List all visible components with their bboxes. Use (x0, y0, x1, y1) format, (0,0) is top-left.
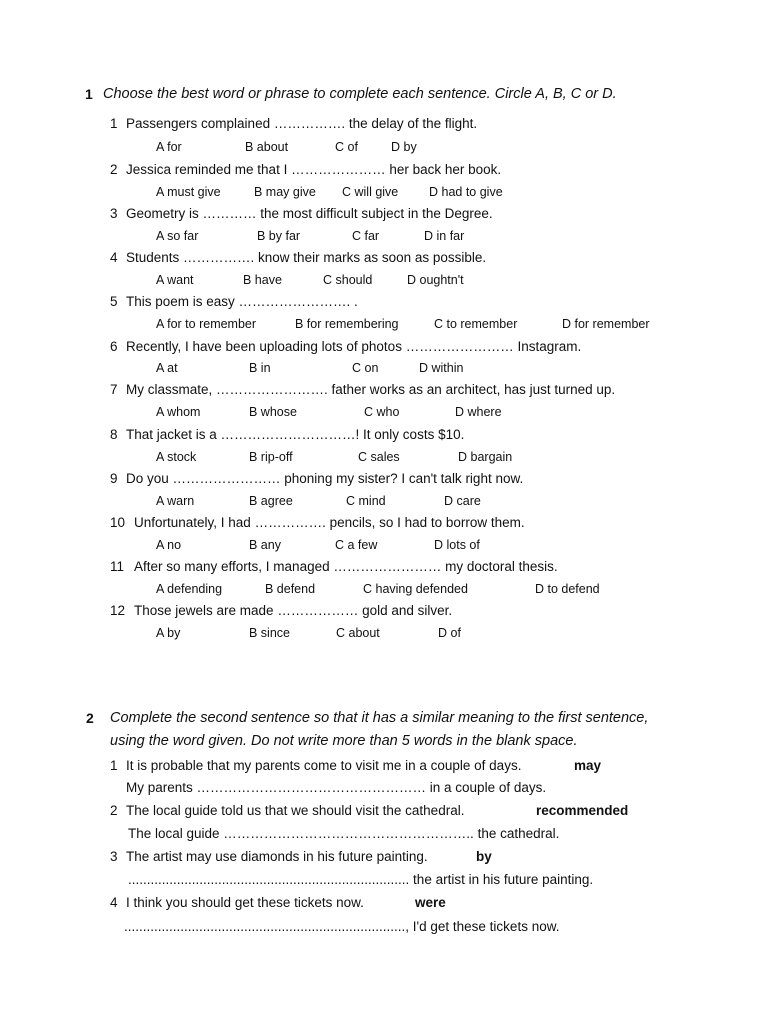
question-7-number: 7 (110, 382, 118, 397)
transformation-2-keyword: recommended (536, 803, 629, 818)
exercise-1-instruction: Choose the best word or phrase to complete each sentence. Circle A, B, C or D. (103, 86, 617, 102)
question-11-option-d[interactable]: D to defend (535, 582, 600, 596)
question-12-option-a[interactable]: A by (156, 626, 181, 640)
question-6-option-d[interactable]: D within (419, 361, 464, 375)
question-12-option-c[interactable]: C about (336, 626, 380, 640)
question-10-text: Unfortunately, I had ……………. pencils, so I had to borrow them. (134, 515, 525, 530)
question-9-number: 9 (110, 471, 118, 486)
question-2-option-d[interactable]: D had to give (429, 185, 503, 199)
question-8-option-b[interactable]: B rip-off (249, 450, 293, 464)
question-3-number: 3 (110, 206, 118, 221)
question-1-option-c[interactable]: C of (335, 140, 358, 154)
question-1-option-b[interactable]: B about (245, 140, 289, 154)
question-2-option-c[interactable]: C will give (342, 185, 399, 199)
exercise-1-number: 1 (85, 86, 93, 102)
transformation-4-answer-line[interactable]: ..........................................................................., I'd get these tickets now. (124, 919, 560, 934)
question-8-number: 8 (110, 427, 118, 442)
question-3-option-d[interactable]: D in far (424, 229, 465, 243)
question-3-option-c[interactable]: C far (352, 229, 380, 243)
question-1-option-d[interactable]: D by (391, 140, 417, 154)
question-7-text: My classmate, ……………………. father works as an architect, has just turned up. (126, 382, 616, 397)
question-12-text: Those jewels are made ……………… gold and silver. (134, 603, 453, 618)
transformation-1-sentence: It is probable that my parents come to visit me in a couple of days. (126, 758, 522, 773)
question-2-text: Jessica reminded me that I ………………… her back her book. (126, 162, 502, 177)
question-4-option-a[interactable]: A want (156, 273, 194, 287)
question-8-option-c[interactable]: C sales (358, 450, 400, 464)
question-11-number: 11 (110, 559, 125, 574)
question-5-option-a[interactable]: A for to remember (156, 317, 257, 331)
question-3-text: Geometry is ………… the most difficult subject in the Degree. (126, 206, 493, 221)
question-4-option-b[interactable]: B have (243, 273, 282, 287)
question-1-text: Passengers complained ……………. the delay of the flight. (126, 116, 478, 131)
question-12-number: 12 (110, 603, 126, 618)
question-5-option-c[interactable]: C to remember (434, 317, 518, 331)
transformation-3-answer-line[interactable]: ........................................................................... the artist in his future painting. (128, 872, 594, 887)
question-9-option-a[interactable]: A warn (156, 494, 195, 508)
question-6-option-a[interactable]: A at (156, 361, 178, 375)
transformation-2-sentence: The local guide told us that we should visit the cathedral. (126, 803, 465, 818)
question-2-number: 2 (110, 162, 118, 177)
question-3-option-b[interactable]: B by far (257, 229, 301, 243)
exercise-2-instruction-line-2: using the word given. Do not write more than 5 words in the blank space. (110, 733, 578, 749)
transformation-4-number: 4 (110, 895, 118, 910)
question-11-option-b[interactable]: B defend (265, 582, 316, 596)
question-6-option-b[interactable]: B in (249, 361, 271, 375)
transformation-2-answer-line[interactable]: The local guide ……………………………………………….. the cathedral. (128, 826, 560, 841)
question-4-text: Students ……………. know their marks as soon as possible. (126, 250, 487, 265)
question-4-option-c[interactable]: C should (323, 273, 373, 287)
question-10-option-b[interactable]: B any (249, 538, 281, 552)
question-11-option-c[interactable]: C having defended (363, 582, 468, 596)
question-9-option-b[interactable]: B agree (249, 494, 293, 508)
transformation-1-number: 1 (110, 758, 118, 773)
question-10-number: 10 (110, 515, 126, 530)
question-7-option-d[interactable]: D where (455, 405, 502, 419)
question-6-number: 6 (110, 339, 118, 354)
question-5-option-b[interactable]: B for remembering (295, 317, 399, 331)
question-8-option-d[interactable]: D bargain (458, 450, 513, 464)
question-7-option-b[interactable]: B whose (249, 405, 297, 419)
question-5-number: 5 (110, 294, 118, 309)
question-6-text: Recently, I have been uploading lots of photos …………………… Instagram. (126, 339, 582, 354)
transformation-3-sentence: The artist may use diamonds in his future painting. (126, 849, 428, 864)
question-10-option-a[interactable]: A no (156, 538, 182, 552)
transformation-4-keyword: were (415, 895, 446, 910)
transformation-4-sentence: I think you should get these tickets now. (126, 895, 364, 910)
question-3-option-a[interactable]: A so far (156, 229, 199, 243)
question-7-option-c[interactable]: C who (364, 405, 400, 419)
question-5-text: This poem is easy ……………………. . (126, 294, 358, 309)
question-9-option-c[interactable]: C mind (346, 494, 386, 508)
question-2-option-a[interactable]: A must give (156, 185, 221, 199)
transformation-1-answer-line[interactable]: My parents …………………………………………… in a couple of days. (126, 780, 547, 795)
question-9-option-d[interactable]: D care (444, 494, 481, 508)
question-7-option-a[interactable]: A whom (156, 405, 201, 419)
question-2-option-b[interactable]: B may give (254, 185, 316, 199)
question-1-number: 1 (110, 116, 118, 131)
transformation-3-number: 3 (110, 849, 118, 864)
question-10-option-c[interactable]: C a few (335, 538, 378, 552)
transformation-1-keyword: may (574, 758, 602, 773)
question-5-option-d[interactable]: D for remember (562, 317, 650, 331)
question-12-option-d[interactable]: D of (438, 626, 461, 640)
question-8-option-a[interactable]: A stock (156, 450, 197, 464)
question-12-option-b[interactable]: B since (249, 626, 290, 640)
question-11-option-a[interactable]: A defending (156, 582, 223, 596)
question-9-text: Do you …………………… phoning my sister? I can't talk right now. (126, 471, 524, 486)
transformation-2-number: 2 (110, 803, 118, 818)
question-4-option-d[interactable]: D oughtn't (407, 273, 464, 287)
question-6-option-c[interactable]: C on (352, 361, 379, 375)
question-8-text: That jacket is a …………………………! It only costs $10. (126, 427, 465, 442)
question-11-text: After so many efforts, I managed …………………… my doctoral thesis. (134, 559, 558, 574)
question-10-option-d[interactable]: D lots of (434, 538, 480, 552)
question-4-number: 4 (110, 250, 118, 265)
question-1-option-a[interactable]: A for (156, 140, 182, 154)
exercise-2-instruction-line-1: Complete the second sentence so that it has a similar meaning to the first sentence, (110, 710, 649, 726)
exercise-2-number: 2 (86, 710, 94, 726)
transformation-3-keyword: by (476, 849, 492, 864)
